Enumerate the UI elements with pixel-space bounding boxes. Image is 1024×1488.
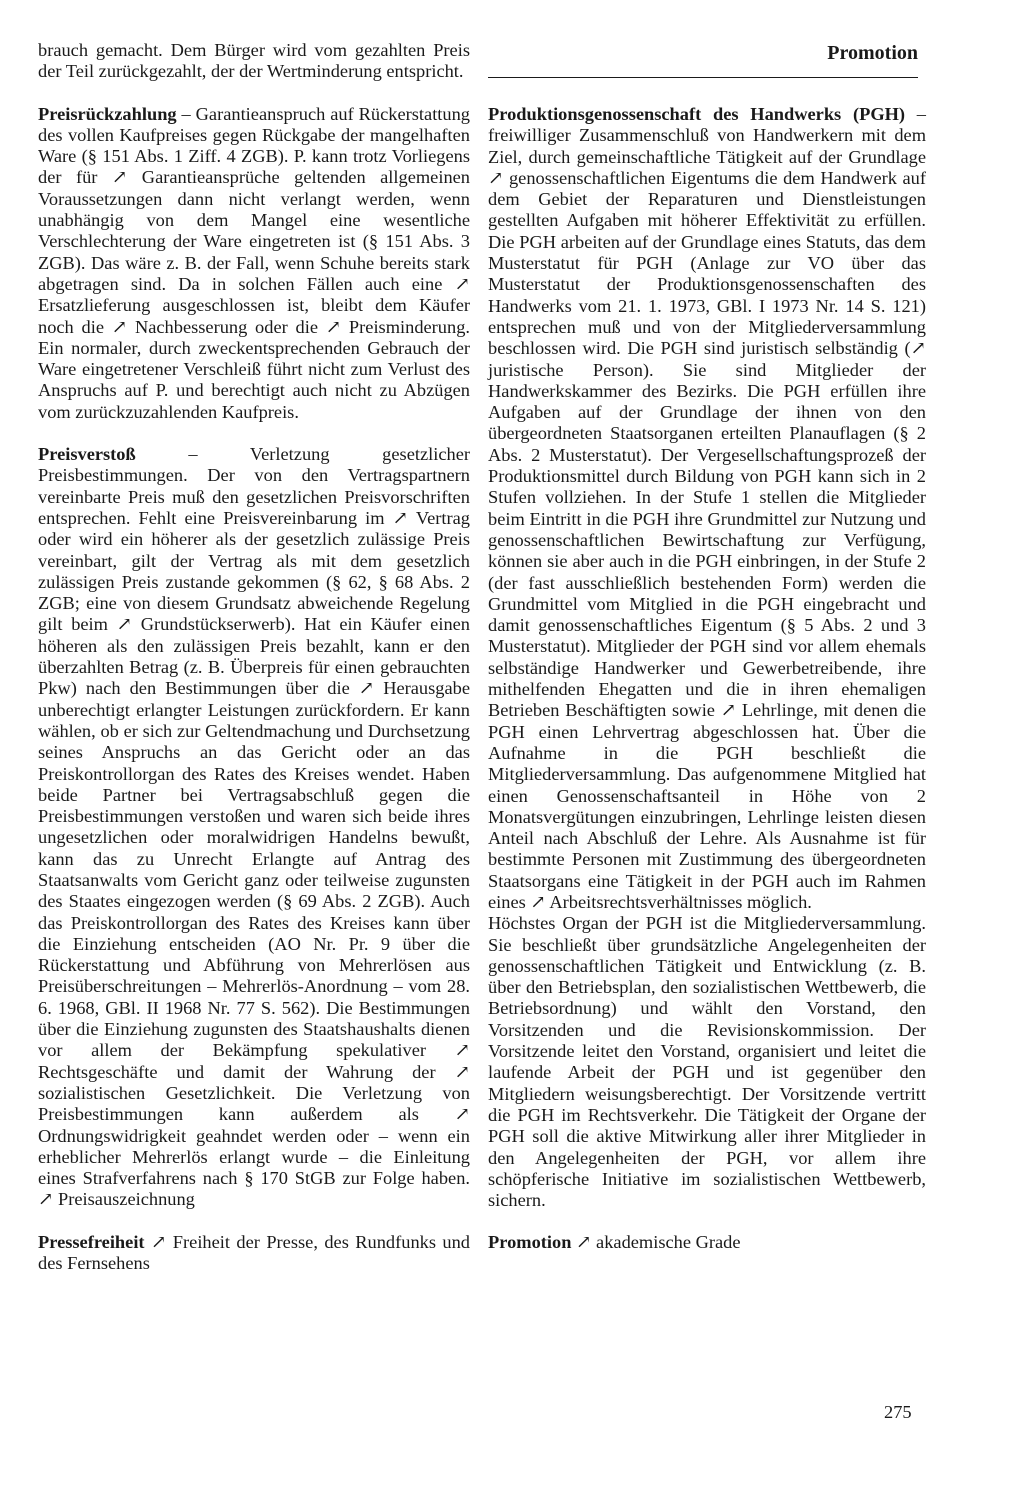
right-column xyxy=(488,104,926,1275)
entry-definition: ↗ akademische Grade xyxy=(571,1232,741,1253)
page-number: 275 xyxy=(884,1402,912,1422)
entry-term: Preisrückzahlung xyxy=(38,103,177,124)
entry-pgh xyxy=(488,104,926,1211)
entry-preisverstoss xyxy=(38,444,470,1211)
running-head: Promotion xyxy=(827,42,918,64)
entry-term: Preisverstoß xyxy=(38,444,136,465)
entry-definition: – Garantieanspruch auf Rückerstattung des vollen Kaufpreises gegen Rückgabe der mangelhaften Ware (§ 151 Abs. 1 Ziff. 4 ZGB). P. kann trotz Vorliegens der für ↗ Garantieansprüche geltenden allgemeinen Voraussetzungen dann nicht verlangt werden, wenn unabhängig von dem Mangel eine wesentliche Verschlechterung der Ware eingetreten ist (§ 151 Abs. 3 ZGB). Das wäre z. B. der Fall, wenn Schuhe bereits stark abgetragen sind. Da in solchen Fällen auch eine ↗ Ersatzlieferung ausgeschlossen ist, bleibt dem Käufer noch die ↗ Nachbesserung oder die ↗ Preisminderung. Ein normaler, durch zweckentsprechenden Gebrauch der Ware eingetretener Verschleiß führt nicht zum Verlust des Anspruchs auf P. und berechtigt auch nicht zu Abzügen vom zurückzuzahlenden Kaufpreis. xyxy=(38,103,470,422)
continuation-paragraph xyxy=(38,40,470,83)
entry-definition: ↗ Freiheit der Presse, des Rundfunks und des Fernsehens xyxy=(38,1231,470,1274)
entry-promotion xyxy=(488,1232,926,1253)
continuation-text: brauch gemacht. Dem Bürger wird vom gezahlten Preis der Teil zurückgezahlt, der der Wertminderung entspricht. xyxy=(38,40,470,82)
entry-preisrueckzahlung xyxy=(38,104,470,423)
entry-term: Pressefreiheit xyxy=(38,1231,145,1252)
entry-definition: – Verletzung gesetzlicher Preisbestimmungen. Der von den Vertragspartnern vereinbarte Preis muß den gesetzlichen Preisvorschriften entsprechen. Fehlt eine Preisvereinbarung im ↗ Vertrag oder wird ein höherer als der gesetzlich zulässige Preis vereinbart, gilt der Vertrag als mit dem gesetzlich zulässigen Preis zustande gekommen (§ 62, § 68 Abs. 2 ZGB; eine von diesem Grundsatz abweichende Regelung gilt beim ↗ Grundstückserwerb). Hat ein Käufer einen höheren als den zulässigen Preis bezahlt, kann er den überzahlten Betrag (z. B. Überpreis für einen gebrauchten Pkw) nach den Bestimmungen über die ↗ Herausgabe unberechtigt erlangter Leistungen zurückfordern. Er kann wählen, ob er sich zur Geltendmachung und Durchsetzung seines Anspruchs an das Gericht oder an das Preiskontrollorgan des Rates des Kreises wendet. Haben beide Partner bei Vertragsabschluß gegen die Preisbestimmungen verstoßen und waren sich beide ihres ungesetzlichen oder moralwidrigen Handelns bewußt, kann das zu Unrecht Erlangte auf Antrag des Staatsanwalts vom Gericht ganz oder teilweise zugunsten des Staates eingezogen werden (§ 69 Abs. 2 ZGB). Auch das Preiskontrollorgan des Rates des Kreises kann über die Einziehung entscheiden (AO Nr. Pr. 9 über die Rückerstattung und Abführung von Mehrerlösen aus Preisüberschreitungen – Mehrerlös-Anordnung – vom 28. 6. 1968, GBl. II 1968 Nr. 77 S. 562). Die Bestimmungen über die Einziehung zugunsten des Staatshaushalts dienen vor allem der Bekämpfung spekulativer ↗ Rechtsgeschäfte und damit der Wahrung der ↗ sozialistischen Gesetzlichkeit. Die Verletzung von Preisbestimmungen kann außerdem als ↗ Ordnungswidrigkeit geahndet werden oder – wenn ein erheblicher Mehrerlös erlangt wurde – die Einleitung eines Strafverfahrens nach § 170 StGB zur Folge haben. ↗ Preisauszeichnung xyxy=(38,444,470,1210)
entry-pressefreiheit xyxy=(38,1232,470,1275)
entry-definition: – freiwilliger Zusammenschluß von Handwerkern mit dem Ziel, durch gemeinschaftliche Tätigkeit auf der Grundlage ↗ genossenschaftlichen Eigentums die dem Handwerk auf dem Gebiet der Reparaturen und Dienstleistungen gestellten Aufgaben mit höherer Effektivität zu erfüllen. Die PGH arbeiten auf der Grundlage eines Statuts, das dem Musterstatut für PGH (Anlage zur VO über das Musterstatut der Produktionsgenossenschaften des Handwerks vom 21. 1. 1973, GBl. I 1973 Nr. 14 S. 121) entsprechen muß und von der Mitgliederversammlung beschlossen wird. Die PGH sind juristisch selbständig (↗ juristische Person). Sie sind Mitglieder der Handwerkskammer des Bezirks. Die PGH erfüllen ihre Aufgaben auf der Grundlage der ihnen von den übergeordneten Staatsorganen erteilten Planauflagen (§ 2 Abs. 2 Musterstatut). Der Vergesellschaftungsprozeß der Produktionsmittel durch Bildung von PGH kann sich in 2 Stufen vollziehen. In der Stufe 1 stellen die Mitglieder beim Eintritt in die PGH ihre Grundmittel zur Nutzung und genossenschaftlichen Bewirtschaftung zur Verfügung, können sie aber auch in die PGH einbringen, in der Stufe 2 (der fast ausschließlich bestehenden Form) werden die Grundmittel vom Mitglied in die PGH eingebracht und damit genossenschaftliches Eigentum (§ 5 Abs. 2 und 3 Musterstatut). Mitglieder der PGH sind vor allem ehemals selbständige Handwerker und Gewerbetreibende, ihre mithelfenden Ehegatten und die in ihren ehemaligen Betrieben Beschäftigten sowie ↗ Lehrlinge, mit denen die PGH einen Lehrvertrag abgeschlossen hat. Über die Aufnahme in die PGH beschließt die Mitgliederversammlung. Das aufgenommene Mitglied hat einen Genossenschaftsanteil in Höhe von 2 Monatsvergütungen einzubringen, Lehrlinge leisten diesen Anteil nach Abschluß der Lehre. Als Ausnahme ist für bestimmte Personen mit Zustimmung des übergeordneten Staatsorgans eine Tätigkeit in der PGH auch im Rahmen eines ↗ Arbeitsrechtsverhältnisses möglich. xyxy=(488,104,926,912)
left-column xyxy=(38,40,470,1295)
entry-term: Produktionsgenossenschaft des Handwerks (PGH) xyxy=(488,104,906,124)
entry-term: Promotion xyxy=(488,1232,572,1253)
header-rule xyxy=(488,77,918,78)
entry-definition-continued: Höchstes Organ der PGH ist die Mitgliederversammlung. Sie beschließt über grundsätzliche Angelegenheiten der genossenschaftlichen Tätigkeit und Entwicklung (z. B. über den Betriebsplan, den sozialistischen Wettbewerb, die Betriebsordnung) und wählt den Vorstand, den Vorsitzenden und die Revisionskommission. Der Vorsitzende leitet den Vorstand, organisiert und leitet die laufende Arbeit der PGH und ist gegenüber den Mitgliedern weisungsberechtigt. Der Vorsitzende vertritt die PGH im Rechtsverkehr. Die Tätigkeit der Organe der PGH soll die aktive Mitwirkung aller ihrer Mitglieder in den Angelegenheiten der PGH, vor allem ihre schöpferische Initiative im sozialistischen Wettbewerb, sichern. xyxy=(488,913,926,1211)
